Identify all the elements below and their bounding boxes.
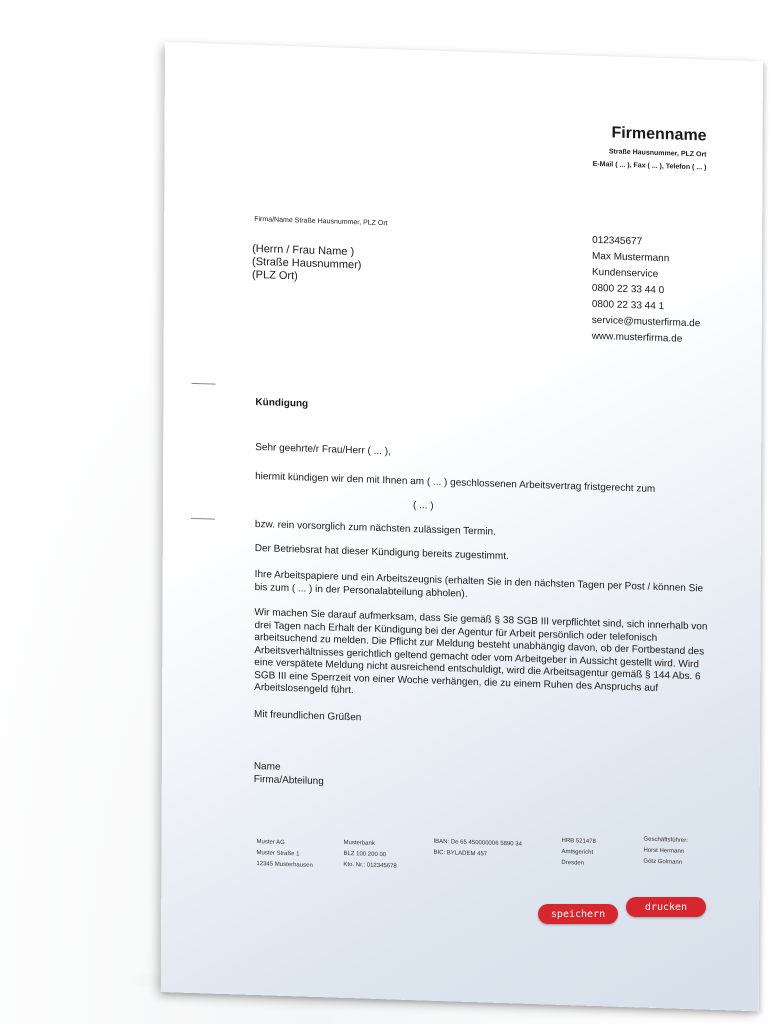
letter-paragraph-3: Der Betriebsrat hat dieser Kündigung bereits zugestimmt. [254, 542, 509, 563]
recipient-city: (PLZ Ort) [251, 268, 298, 283]
fold-mark-top [192, 383, 216, 385]
footer-bank [343, 838, 397, 873]
letter-salutation: Sehr geehrte/r Frau/Herr ( ... ), [255, 441, 391, 458]
footer-company-city: 12345 Musterhausen [256, 861, 313, 869]
footer-company-street: Muster Straße 1 [256, 850, 300, 858]
company-name: Firmenname [611, 124, 707, 145]
recipient-street: (Straße Hausnummer) [252, 255, 362, 272]
contact-email: service@musterfirma.de [591, 314, 701, 330]
footer-manager-1: Horst Hermann [643, 847, 685, 855]
contact-department: Kundenservice [591, 266, 659, 280]
recipient-address [252, 243, 362, 286]
footer-management-title: Geschäftsführer: [643, 836, 688, 844]
letter-date-placeholder: ( ... ) [412, 500, 434, 512]
company-contact: E-Mail ( ... ), Fax ( ... ), Telefon ( ... ) [592, 160, 707, 172]
footer-company-name: Muster AG [256, 839, 285, 846]
footer-bank-blz: BLZ 100 200 00 [343, 850, 387, 859]
footer-court: Amtsgericht [561, 848, 594, 856]
footer-iban-line: IBAN: De 65 450000006 5890 34 [433, 838, 522, 848]
footer-company [256, 837, 313, 872]
footer-management [643, 835, 687, 869]
signature-name: Name [253, 760, 281, 773]
contact-name: Max Mustermann [592, 250, 670, 265]
contact-web: www.musterfirma.de [591, 330, 683, 345]
letter-paragraph-4: Ihre Arbeitspapiere und ein Arbeitszeugnis (erhalten Sie in den nächsten Tagen per Post / können Sie bis zum ( ... ) in der Personalabteilung abholen). [254, 568, 704, 600]
contact-block [592, 233, 701, 349]
signature-block [254, 761, 709, 801]
letter-paragraph-5: Wir machen Sie darauf aufmerksam, dass Sie gemäß § 38 SGB III verpflichtet sind, sich innerhalb von drei Tagen nach Erhalt der Kündigung bei der Agentur für Arbeit persönlich oder telefonisch arbeitsuchend zu melden. Die Pflicht zur Meldung besteht unabhängig davon, ob der Fortbestand des Arbeitsverhältnisses gerichtlich geltend gemacht oder vom Arbeitgeber in Aussicht gestellt wird. Wird eine verspätete Meldung nicht ausreichend entschuldigt, wird die Arbeitsagentur gemäß § 144 Abs. 6 SGB III eine Sperrzeit von einer Woche verhängen, die zu einem Ruhen des Anspruchs auf Arbeitslosengeld führt. [254, 606, 708, 697]
footer-hrb: HRB 521478 [561, 837, 596, 846]
footer-court-city: Dresden [561, 859, 585, 867]
footer-bank-account: Kto. Nr.: 012345678 [343, 861, 397, 870]
print-button[interactable]: drucken [626, 897, 706, 917]
footer-bank-name: Musterbank [343, 839, 375, 847]
contact-number: 012345677 [592, 234, 643, 248]
recipient-name: (Herrn / Frau Name ) [252, 242, 355, 259]
letter-paragraph-1: hiermit kündigen wir den mit Ihnen am ( ... ) geschlossenen Arbeitsvertrag fristgerecht zum [255, 470, 656, 495]
contact-fax: 0800 22 33 44 1 [591, 298, 665, 313]
contact-phone: 0800 22 33 44 0 [591, 282, 665, 297]
letter-paragraph-2: bzw. rein vorsorglich zum nächsten zulässigen Termin. [254, 518, 496, 538]
signature-department: Firma/Abteilung [253, 773, 324, 787]
company-address: Straße Hausnummer, PLZ Ort [608, 148, 707, 159]
document-page [161, 42, 763, 1011]
footer-bic-line: BIC: BYLADEM 457 [433, 849, 488, 858]
save-button[interactable]: speichern [538, 904, 618, 924]
letter-subject: Kündigung [255, 396, 309, 410]
footer-manager-2: Götz Golmann [643, 858, 683, 866]
fold-mark-middle [191, 518, 215, 520]
letter-closing: Mit freundlichen Grüßen [254, 708, 362, 724]
footer-iban [433, 837, 521, 862]
footer-register [561, 836, 595, 870]
sender-line: Firma/Name Straße Hausnummer, PLZ Ort [254, 215, 388, 228]
